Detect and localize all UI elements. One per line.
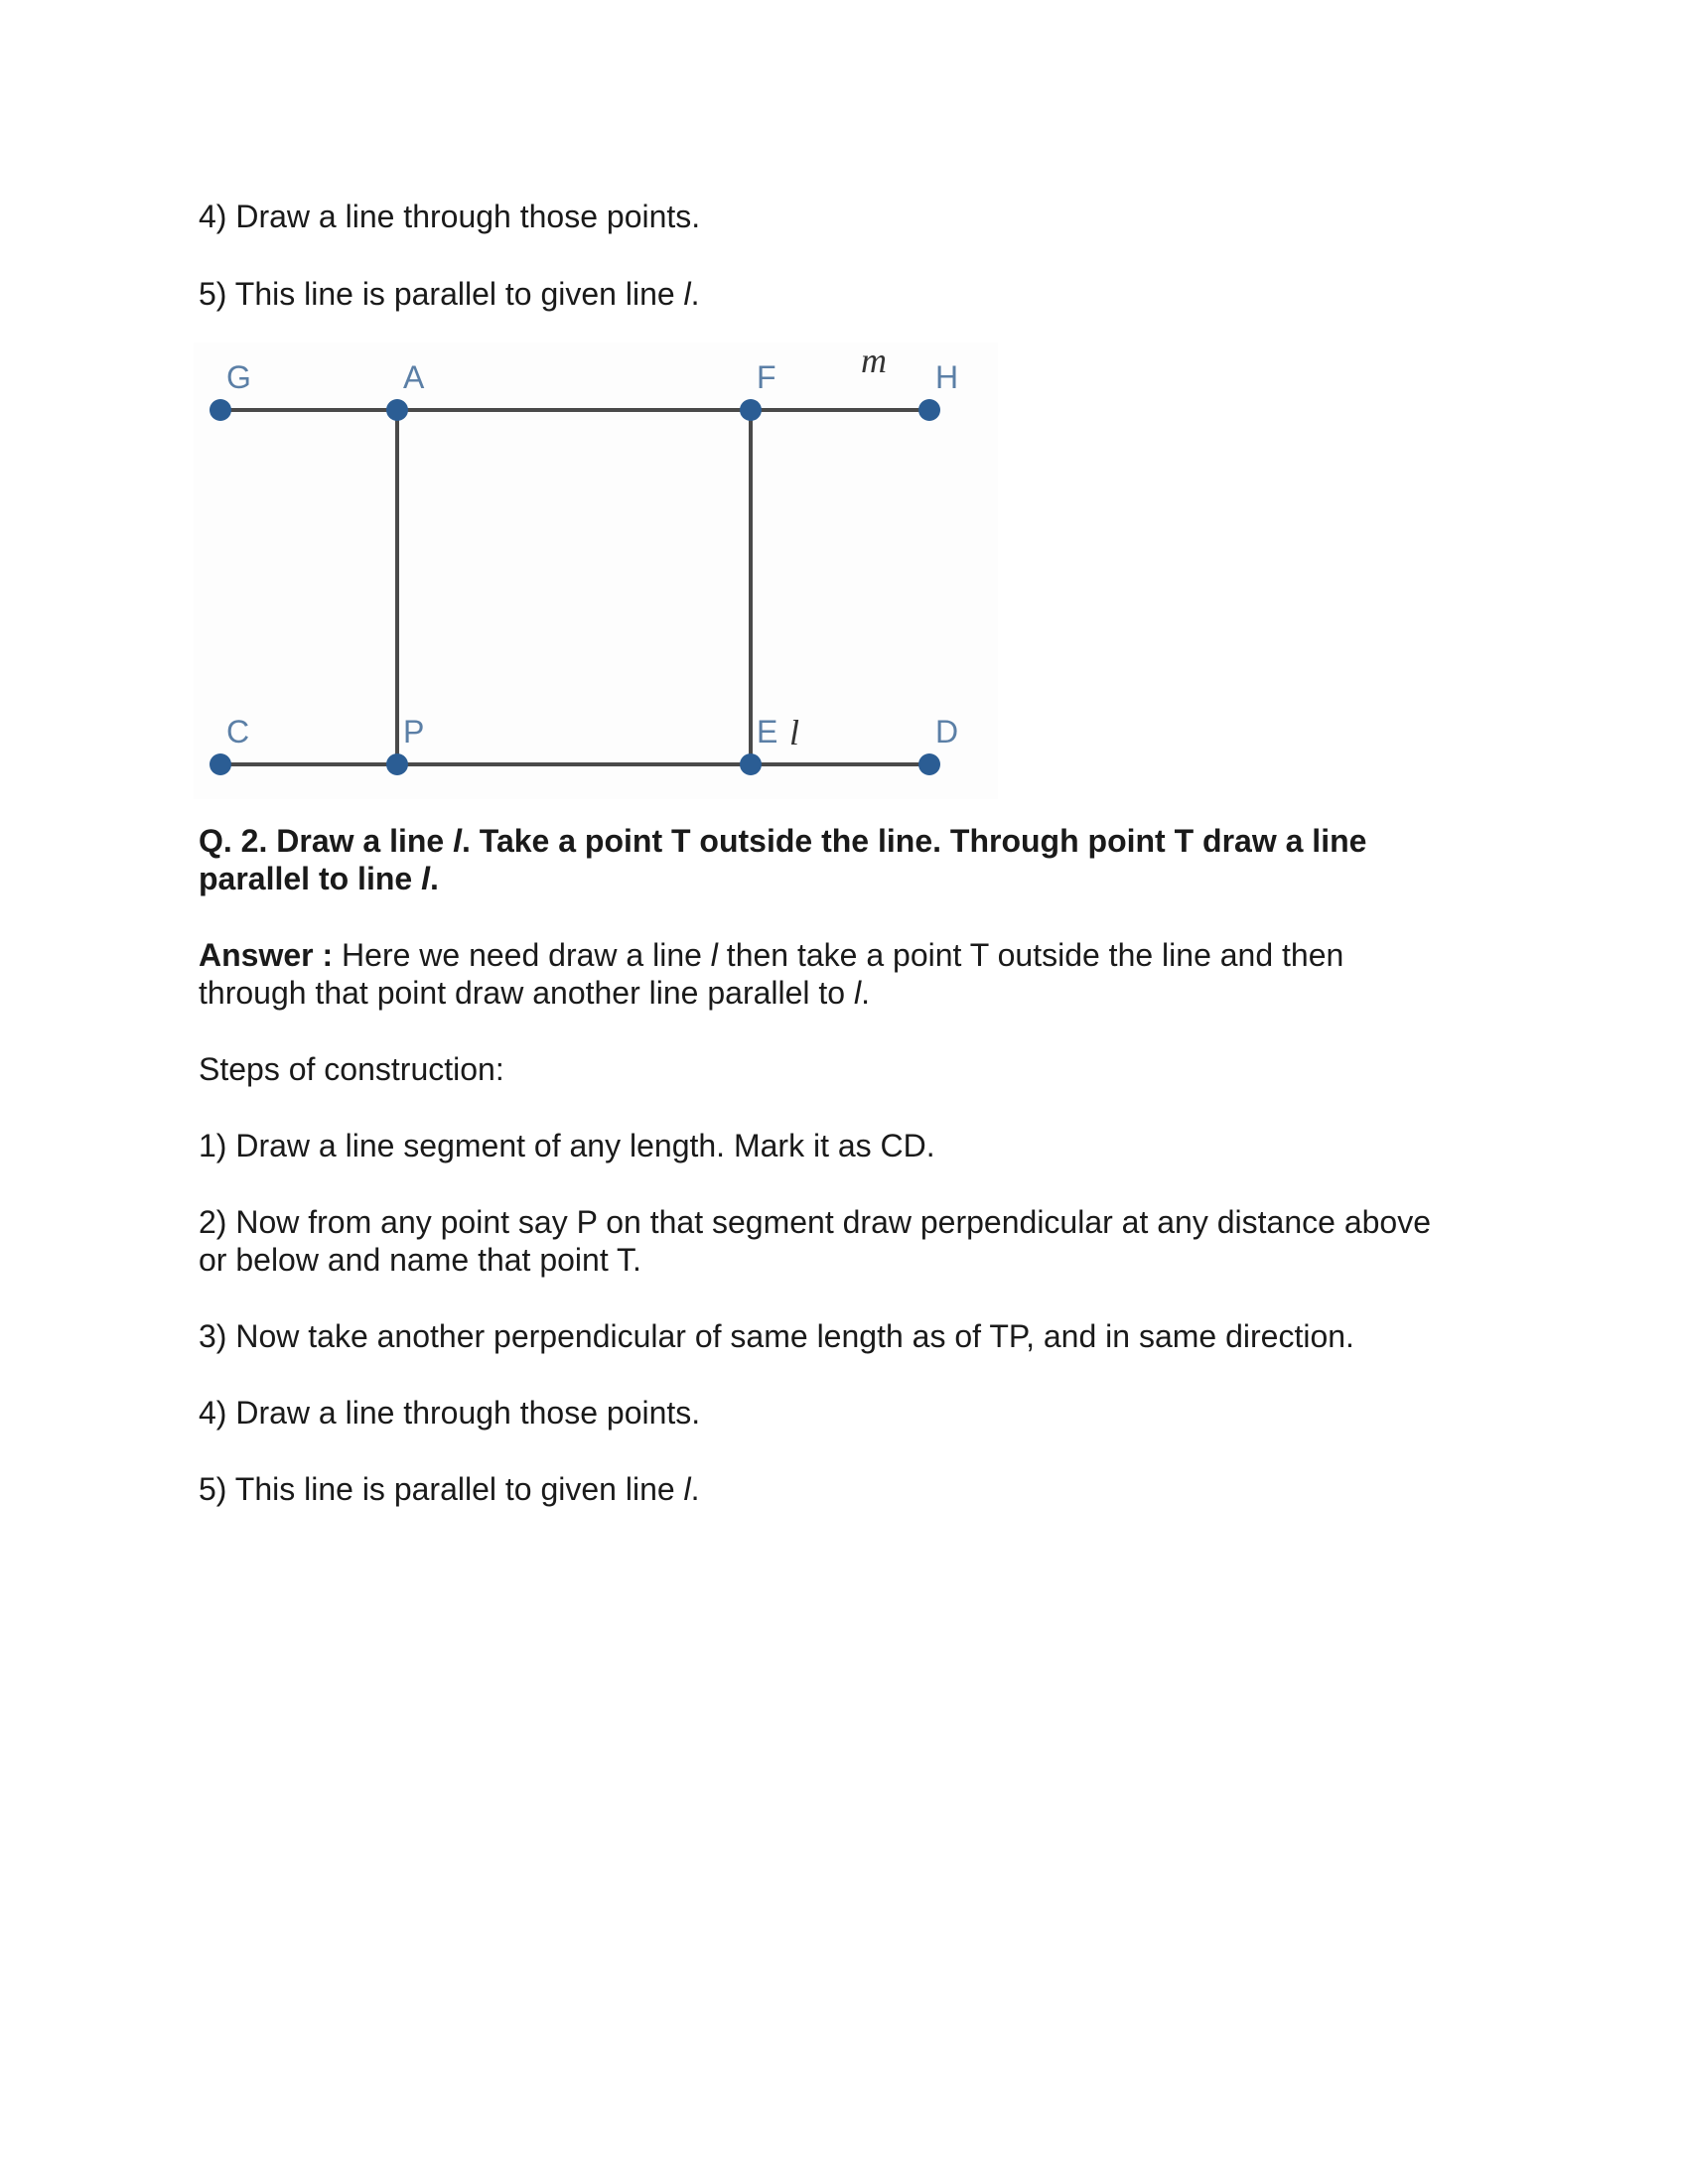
top-step-4 bbox=[199, 197, 1489, 236]
question-prefix: Q. 2. Draw a line bbox=[199, 823, 454, 859]
top-step-5 bbox=[199, 274, 1489, 314]
label-h: H bbox=[935, 359, 959, 395]
point-h bbox=[918, 399, 940, 421]
point-a bbox=[386, 399, 408, 421]
construction-step-5-text: 5) This line is parallel to given line bbox=[199, 1471, 684, 1507]
question-line-name: l bbox=[453, 823, 462, 859]
answer-line1-a: Here we need draw a line bbox=[333, 937, 711, 973]
top-step-5-end: . bbox=[690, 276, 700, 312]
label-line-m: m bbox=[861, 342, 887, 380]
top-step-5-line-name: l bbox=[683, 276, 691, 312]
construction-heading-text: Steps of construction: bbox=[199, 1051, 504, 1087]
construction-step-5-end: . bbox=[690, 1471, 700, 1507]
label-f: F bbox=[757, 359, 776, 395]
question-line2-end: . bbox=[429, 861, 439, 896]
answer-line1-b: then take a point T outside the line and then bbox=[717, 937, 1344, 973]
answer-line2-end: . bbox=[861, 975, 870, 1011]
label-c: C bbox=[226, 714, 250, 750]
answer-label: Answer : bbox=[199, 937, 334, 973]
construction-step-5-line-name: l bbox=[683, 1471, 691, 1507]
question-2-line-1 bbox=[199, 821, 1489, 861]
construction-step-5 bbox=[199, 1469, 1489, 1509]
question-middle: . Take a point T outside the line. Through point T draw a line bbox=[461, 823, 1367, 859]
construction-heading bbox=[199, 1049, 1489, 1089]
construction-step-3 bbox=[199, 1316, 1489, 1356]
construction-step-4 bbox=[199, 1393, 1489, 1433]
construction-step-4-text: 4) Draw a line through those points. bbox=[199, 1395, 701, 1431]
label-line-l: l bbox=[789, 713, 800, 752]
answer-line1-name: l bbox=[710, 937, 718, 973]
construction-step-2-text-2: or below and name that point T. bbox=[199, 1242, 641, 1278]
top-step-4-text: 4) Draw a line through those points. bbox=[199, 199, 701, 234]
answer-line-2 bbox=[199, 973, 1489, 1013]
point-c bbox=[210, 753, 231, 775]
construction-step-2-text-1: 2) Now from any point say P on that segment draw perpendicular at any distance above bbox=[199, 1204, 1431, 1240]
question-line2-prefix: parallel to line bbox=[199, 861, 422, 896]
label-d: D bbox=[935, 714, 959, 750]
parallel-lines-figure bbox=[194, 342, 998, 799]
point-e bbox=[740, 753, 762, 775]
question-line2-name: l bbox=[421, 861, 430, 896]
point-f bbox=[740, 399, 762, 421]
label-a: A bbox=[403, 359, 425, 395]
construction-step-3-text: 3) Now take another perpendicular of same length as of TP, and in same direction. bbox=[199, 1318, 1354, 1354]
top-step-5-text: 5) This line is parallel to given line bbox=[199, 276, 684, 312]
label-p: P bbox=[403, 714, 425, 750]
construction-step-2-line-1 bbox=[199, 1202, 1489, 1242]
label-e: E bbox=[757, 714, 778, 750]
label-g: G bbox=[226, 359, 251, 395]
construction-step-1-text: 1) Draw a line segment of any length. Mark it as CD. bbox=[199, 1128, 935, 1163]
construction-step-1 bbox=[199, 1126, 1489, 1165]
point-p bbox=[386, 753, 408, 775]
point-g bbox=[210, 399, 231, 421]
construction-step-2-line-2 bbox=[199, 1240, 1489, 1280]
answer-line2-name: l bbox=[853, 975, 862, 1011]
answer-line2-a: through that point draw another line parallel to bbox=[199, 975, 854, 1011]
question-2-line-2 bbox=[199, 859, 1489, 898]
figure-svg bbox=[194, 342, 998, 799]
answer-line-1 bbox=[199, 935, 1489, 975]
point-d bbox=[918, 753, 940, 775]
